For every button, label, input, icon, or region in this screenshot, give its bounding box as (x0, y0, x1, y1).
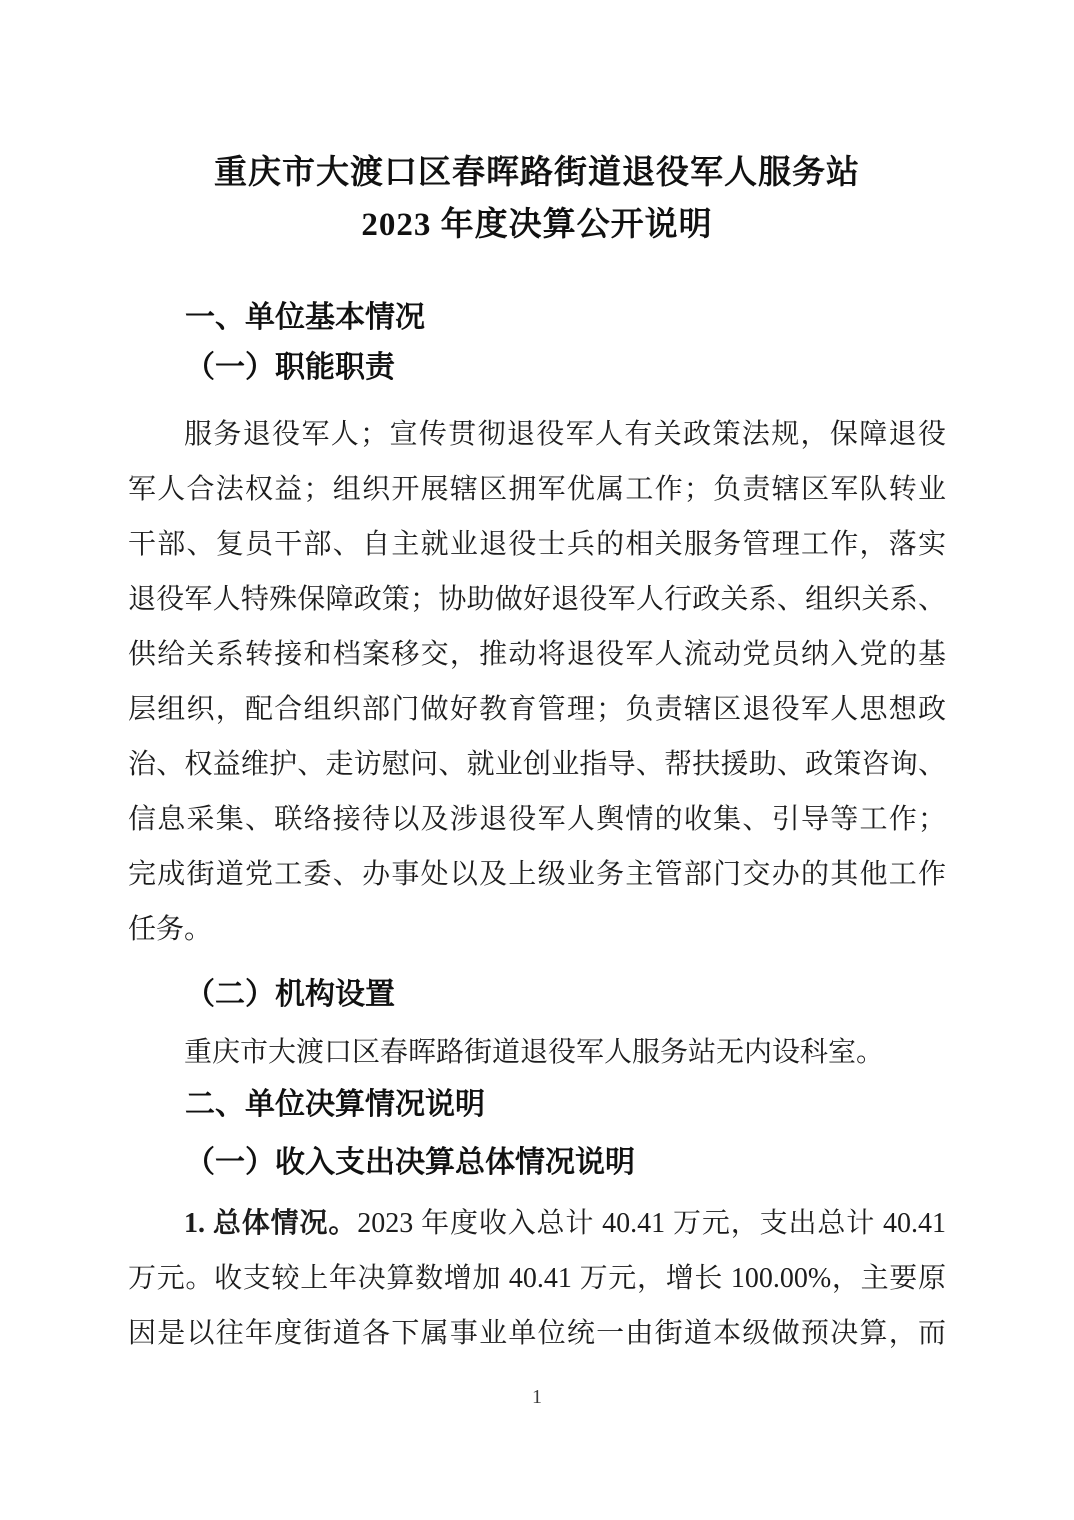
paragraph-line: 因是以往年度街道各下属事业单位统一由街道本级做预决算，而 (128, 1318, 946, 1349)
paragraph-line: 任务。 (128, 914, 213, 945)
paragraph-line: 军人合法权益；组织开展辖区拥军优属工作；负责辖区军队转业 (128, 474, 946, 505)
section-heading-final-accounts: 二、单位决算情况说明 (185, 1088, 485, 1121)
organization-paragraph-line: 重庆市大渡口区春晖路街道退役军人服务站无内设科室。 (184, 1037, 885, 1068)
paragraph-line: 治、权益维护、走访慰问、就业创业指导、帮扶援助、政策咨询、 (128, 749, 946, 780)
document-body (128, 0, 946, 1361)
paragraph-line: 退役军人特殊保障政策；协助做好退役军人行政关系、组织关系、 (128, 584, 946, 615)
overall-line1-text: 2023 年度收入总计 40.41 万元，支出总计 40.41 (357, 1208, 946, 1239)
paragraph-line: 万元。收支较上年决算数增加 40.41 万元，增长 100.00%，主要原 (128, 1263, 946, 1294)
overall-situation-paragraph (128, 1196, 946, 1361)
page-number: 1 (532, 1386, 542, 1408)
document-title-line1: 重庆市大渡口区春晖路街道退役军人服务站 (214, 155, 860, 191)
duties-paragraph (128, 407, 946, 957)
paragraph-line: 服务退役军人；宣传贯彻退役军人有关政策法规，保障退役 (184, 419, 946, 450)
overall-paragraph-continuation (128, 1251, 946, 1361)
document-title (128, 147, 946, 251)
subsection-heading-organization: （二）机构设置 (185, 978, 395, 1011)
paragraph-line: 层组织，配合组织部门做好教育管理；负责辖区退役军人思想政 (128, 694, 946, 725)
subsection-heading-duties: （一）职能职责 (185, 351, 395, 384)
overall-lead-label: 1. 总体情况。 (184, 1208, 358, 1239)
paragraph-line: 完成街道党工委、办事处以及上级业务主管部门交办的其他工作 (128, 859, 946, 890)
document-title-line2: 2023 年度决算公开说明 (361, 207, 713, 243)
paragraph-line: 干部、复员干部、自主就业退役士兵的相关服务管理工作，落实 (128, 529, 946, 560)
organization-paragraph (128, 1025, 946, 1080)
overall-paragraph-line (128, 1196, 946, 1251)
section-heading-basic-info: 一、单位基本情况 (185, 301, 425, 334)
paragraph-line: 供给关系转接和档案移交，推动将退役军人流动党员纳入党的基 (128, 639, 946, 670)
subsection-heading-overall-income-expenditure: （一）收入支出决算总体情况说明 (185, 1146, 635, 1179)
paragraph-line: 信息采集、联络接待以及涉退役军人舆情的收集、引导等工作； (128, 804, 946, 835)
